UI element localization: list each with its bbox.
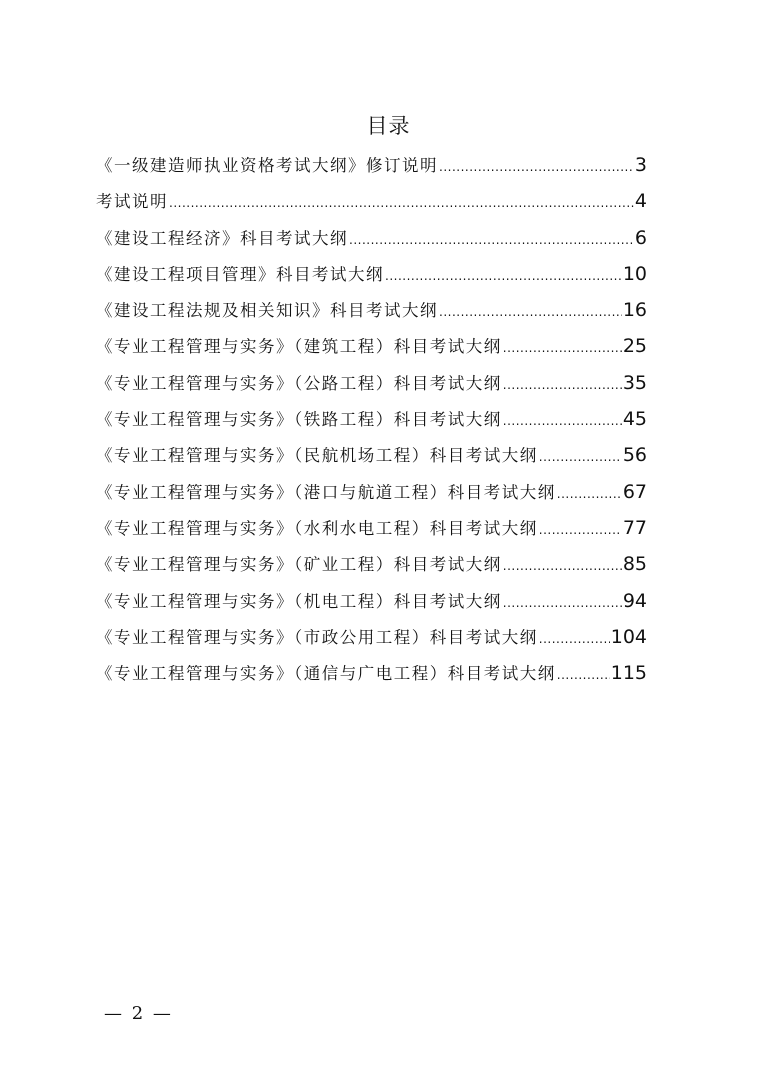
- toc-dot-leader: [169, 196, 634, 210]
- toc-entry[interactable]: [96, 515, 647, 551]
- toc-entry-title: 《专业工程管理与实务》（港口与航道工程）科目考试大纲: [96, 482, 556, 502]
- toc-entry-page: 67: [622, 480, 647, 503]
- toc-entry-title: 《专业工程管理与实务》（铁路工程）科目考试大纲: [96, 410, 502, 430]
- toc-entry-page: 104: [610, 625, 647, 648]
- toc-entry[interactable]: [96, 588, 647, 624]
- toc-entry-page: 45: [622, 408, 647, 431]
- toc-entry[interactable]: [96, 225, 647, 261]
- toc-entry[interactable]: [96, 297, 647, 333]
- toc-entry[interactable]: [96, 660, 647, 696]
- toc-entry-title: 《建设工程经济》科目考试大纲: [96, 228, 348, 248]
- toc-entry-title: 《专业工程管理与实务》（市政公用工程）科目考试大纲: [96, 627, 538, 647]
- toc-entry[interactable]: [96, 479, 647, 515]
- toc-dot-leader: [539, 523, 622, 537]
- toc-entry-title: 《专业工程管理与实务》（建筑工程）科目考试大纲: [96, 337, 502, 357]
- toc-dot-leader: [349, 233, 634, 247]
- toc-entry-title: 《建设工程项目管理》科目考试大纲: [96, 264, 384, 284]
- toc-title: 目录: [366, 114, 411, 138]
- toc-dot-leader: [539, 450, 622, 464]
- toc-entry-page: 10: [622, 262, 647, 285]
- toc-entry-page: 3: [634, 154, 647, 176]
- toc-entry-page: 4: [634, 190, 647, 213]
- toc-dot-leader: [539, 632, 610, 646]
- toc-entry-page: 77: [622, 516, 647, 539]
- toc-entry-page: 115: [610, 662, 647, 685]
- toc-entry-title: 《专业工程管理与实务》（水利水电工程）科目考试大纲: [96, 518, 538, 538]
- toc-entry[interactable]: [96, 333, 647, 369]
- toc-entry-title: 《专业工程管理与实务》（矿业工程）科目考试大纲: [96, 555, 502, 575]
- toc-dot-leader: [557, 487, 622, 501]
- toc-dot-leader: [557, 668, 610, 682]
- toc-entry-page: 25: [622, 335, 647, 358]
- toc-entry-page: 6: [634, 226, 647, 249]
- toc-entry-title: 《专业工程管理与实务》（通信与广电工程）科目考试大纲: [96, 664, 556, 684]
- toc-dot-leader: [503, 378, 622, 392]
- toc-entry-page: 56: [622, 444, 647, 467]
- toc-entry[interactable]: [96, 551, 647, 587]
- toc-entry-page: 85: [622, 553, 647, 576]
- footer-page-number: — 2 —: [104, 1003, 173, 1024]
- toc-entry-title: 考试说明: [96, 192, 168, 212]
- toc-dot-leader: [503, 414, 622, 428]
- toc-entry-title: 《建设工程法规及相关知识》科目考试大纲: [96, 301, 438, 321]
- toc-entry[interactable]: [96, 624, 647, 660]
- toc-entry[interactable]: [96, 442, 647, 478]
- toc-entry[interactable]: [96, 152, 647, 188]
- toc-entry-title: 《专业工程管理与实务》（机电工程）科目考试大纲: [96, 591, 502, 611]
- toc-entry-title: 《一级建造师执业资格考试大纲》修订说明: [96, 156, 438, 175]
- toc-entry-title: 《专业工程管理与实务》（公路工程）科目考试大纲: [96, 373, 502, 393]
- toc-entry-page: 94: [622, 589, 647, 612]
- toc-entry[interactable]: [96, 406, 647, 442]
- toc-dot-leader: [439, 305, 622, 319]
- toc-dot-leader: [385, 269, 622, 283]
- toc-entry-page: 16: [622, 299, 647, 322]
- toc-entry[interactable]: [96, 261, 647, 297]
- toc-dot-leader: [503, 559, 622, 573]
- toc-entry[interactable]: [96, 188, 647, 224]
- toc-entry-page: 35: [622, 371, 647, 394]
- toc-entry-title: 《专业工程管理与实务》（民航机场工程）科目考试大纲: [96, 446, 538, 466]
- toc-list: [96, 152, 647, 696]
- toc-dot-leader: [503, 341, 622, 355]
- toc-dot-leader: [503, 596, 622, 610]
- toc-entry[interactable]: [96, 370, 647, 406]
- toc-dot-leader: [439, 160, 634, 174]
